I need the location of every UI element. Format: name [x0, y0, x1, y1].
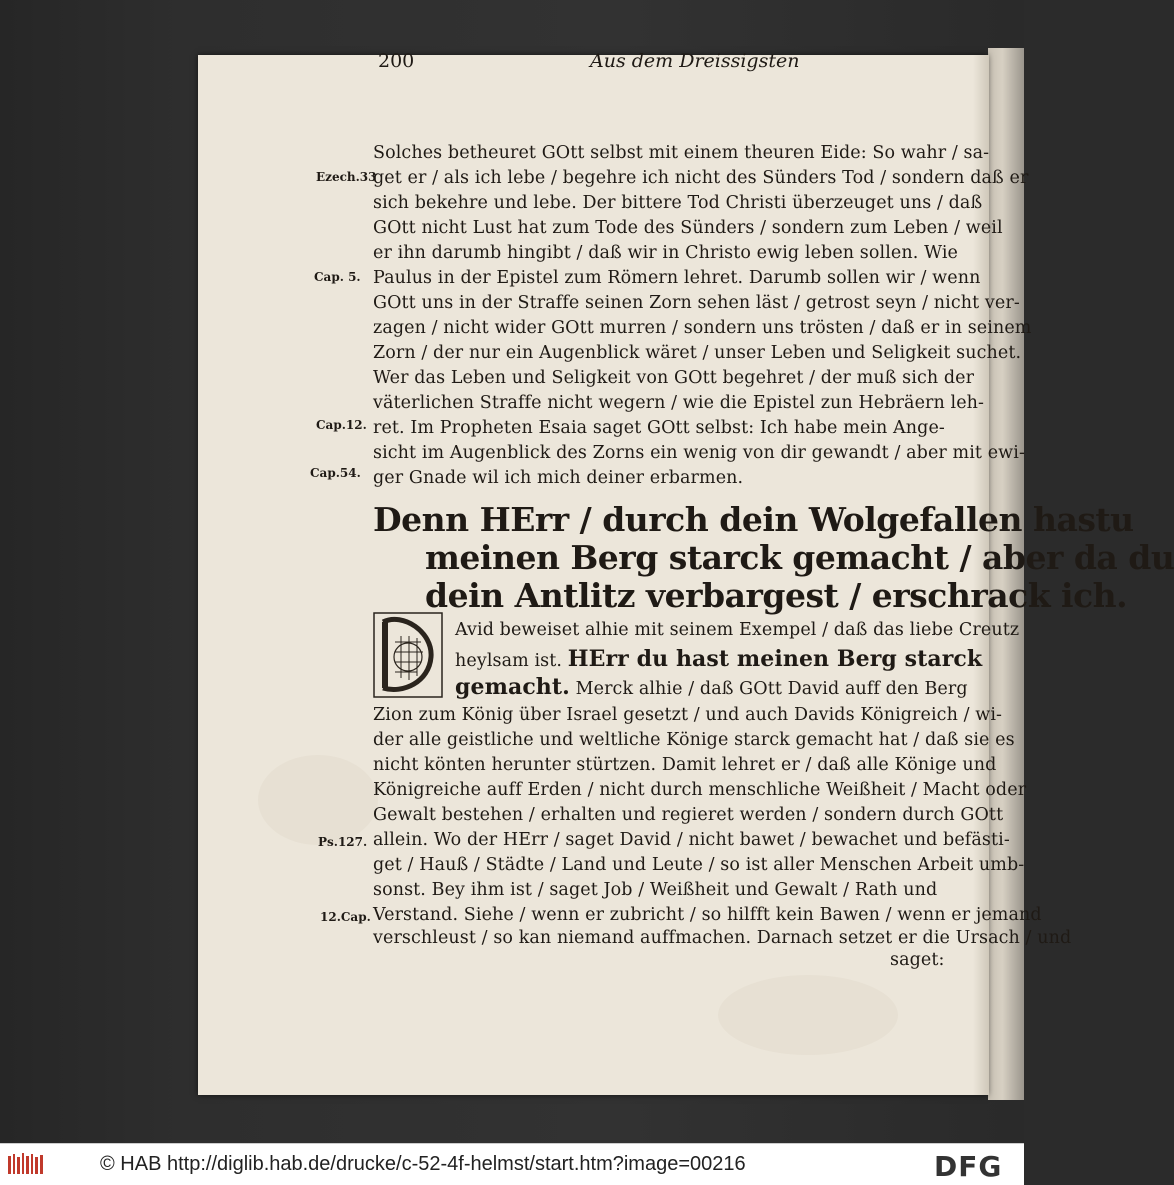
page-number: 200 — [378, 50, 415, 72]
text-line: sich bekehre und lebe. Der bittere Tod Christi überzeuget uns / daß — [373, 193, 983, 213]
text-line: der alle geistliche und weltliche Könige starck gemacht hat / daß sie es — [373, 730, 1015, 750]
copyright-link[interactable]: © HAB http://diglib.hab.de/drucke/c-52-4f-helmst/start.htm?image=00216 — [100, 1153, 746, 1175]
dfg-logo: DFG — [934, 1150, 1003, 1183]
margin-note: Ezech.33 — [316, 170, 377, 184]
text-line: GOtt uns in der Straffe seinen Zorn sehen läst / getrost seyn / nicht ver- — [373, 293, 1020, 313]
text-line: Gewalt bestehen / erhalten und regieret werden / sondern durch GOtt — [373, 805, 1004, 825]
margin-note: Cap.54. — [310, 466, 361, 480]
text-line — [455, 646, 982, 672]
text-line: GOtt nicht Lust hat zum Tode des Sünders / sondern zum Leben / weil — [373, 218, 1003, 238]
text-line: get / Hauß / Städte / Land und Leute / so ist aller Menschen Arbeit umb- — [373, 855, 1025, 875]
margin-note: Cap. 5. — [314, 270, 361, 284]
text-fragment: heylsam ist. — [455, 651, 563, 671]
text-line: ret. Im Propheten Esaia saget GOtt selbst: Ich habe mein Ange- — [373, 418, 945, 438]
margin-note: Cap.12. — [316, 418, 367, 432]
margin-note: 12.Cap. — [320, 910, 371, 924]
text-line: Paulus in der Epistel zum Römern lehret. Darumb sollen wir / wenn — [373, 268, 981, 288]
text-line: sicht im Augenblick des Zorns ein wenig von dir gewandt / aber mit ewi- — [373, 443, 1025, 463]
text-line: Solches betheuret GOtt selbst mit einem theuren Eide: So wahr / sa- — [373, 143, 990, 163]
text-line: ger Gnade wil ich mich deiner erbarmen. — [373, 468, 744, 488]
emphasized-text: HErr du hast meinen Berg starck — [567, 646, 983, 672]
text-line: Wer das Leben und Seligkeit von GOtt begehret / der muß sich der — [373, 368, 975, 388]
text-line: nicht könten herunter stürtzen. Damit lehret er / daß alle Könige und — [373, 755, 997, 775]
text-line: zagen / nicht wider GOtt murren / sondern uns trösten / daß er in seinem — [373, 318, 1032, 338]
text-line: sonst. Bey ihm ist / saget Job / Weißheit und Gewalt / Rath und — [373, 880, 938, 900]
text-line: Verstand. Siehe / wenn er zubricht / so hilfft kein Bawen / wenn er jemand — [373, 905, 1042, 925]
catchword: saget: — [890, 950, 945, 970]
verse-heading-line: dein Antlitz verbargest / erschrack ich. — [425, 576, 1128, 615]
library-logo-icon — [6, 1150, 46, 1179]
text-line: get er / als ich lebe / begehre ich nicht des Sünders Tod / sondern daß er — [373, 168, 1029, 188]
running-title: Aus dem Dreissigsten — [590, 50, 800, 72]
footer-bar — [0, 1143, 1024, 1185]
text-line — [455, 674, 968, 700]
text-fragment: Merck alhie / daß GOtt David auff den Berg — [575, 679, 968, 699]
text-line: Königreiche auff Erden / nicht durch menschliche Weißheit / Macht oder — [373, 780, 1027, 800]
paper-stain — [258, 755, 378, 845]
text-line: Zion zum König über Israel gesetzt / und auch Davids Königreich / wi- — [373, 705, 1003, 725]
verse-heading-line: meinen Berg starck gemacht / aber da du — [425, 538, 1174, 577]
text-line: Avid beweiset alhie mit seinem Exempel / daß das liebe Creutz — [455, 620, 1020, 640]
emphasized-text: gemacht. — [455, 674, 570, 700]
text-line: er ihn darumb hingibt / daß wir in Christo ewig leben sollen. Wie — [373, 243, 959, 263]
text-line: Zorn / der nur ein Augenblick wäret / unser Leben und Seligkeit suchet. — [373, 343, 1022, 363]
paper-stain — [718, 975, 898, 1055]
margin-note: Ps.127. — [318, 835, 368, 849]
text-line: väterlichen Straffe nicht wegern / wie die Epistel zun Hebräern leh- — [373, 393, 985, 413]
text-line: verschleust / so kan niemand auffmachen. Darnach setzet er die Ursach / und — [373, 928, 1072, 948]
verse-heading-line: Denn HErr / durch dein Wolgefallen hastu — [373, 500, 1134, 539]
text-line: allein. Wo der HErr / saget David / nicht bawet / bewachet und befästi- — [373, 830, 1010, 850]
